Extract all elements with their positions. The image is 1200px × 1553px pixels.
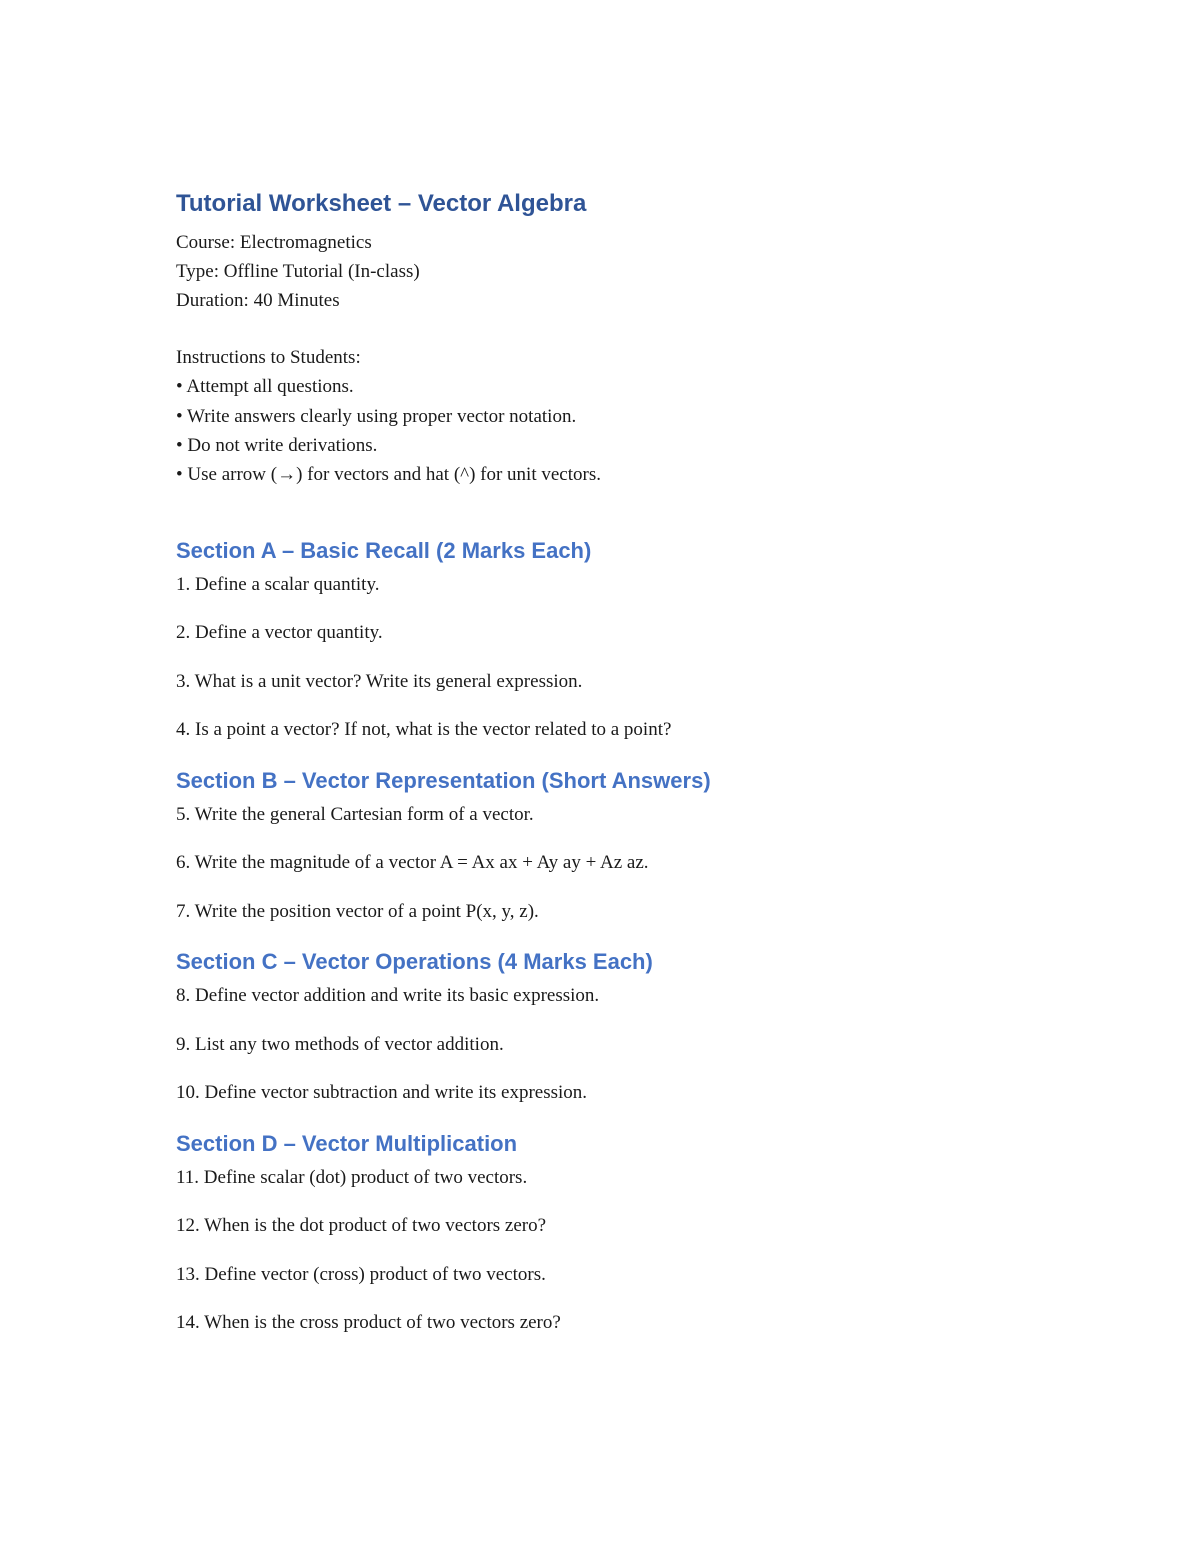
question-item: 5. Write the general Cartesian form of a vector. xyxy=(176,804,534,825)
question-item: 12. When is the dot product of two vectors zero? xyxy=(176,1215,547,1236)
instruction-item: • Write answers clearly using proper vector notation. xyxy=(176,405,577,427)
document-title: Tutorial Worksheet – Vector Algebra xyxy=(176,190,587,217)
instruction-item: • Do not write derivations. xyxy=(176,434,378,456)
question-item: 9. List any two methods of vector addition. xyxy=(176,1034,504,1055)
question-item: 6. Write the magnitude of a vector A = Ax ax + Ay ay + Az az. xyxy=(176,852,649,873)
question-item: 10. Define vector subtraction and write its expression. xyxy=(176,1082,588,1103)
question-item: 1. Define a scalar quantity. xyxy=(176,574,380,595)
question-item: 13. Define vector (cross) product of two vectors. xyxy=(176,1264,546,1285)
type-line: Type: Offline Tutorial (In-class) xyxy=(176,261,420,282)
question-item: 14. When is the cross product of two vectors zero? xyxy=(176,1312,561,1333)
course-meta xyxy=(176,228,420,315)
section-b-heading: Section B – Vector Representation (Short Answers) xyxy=(176,768,711,793)
question-item: 3. What is a unit vector? Write its general expression. xyxy=(176,671,583,692)
question-item: 8. Define vector addition and write its basic expression. xyxy=(176,985,600,1006)
course-line: Course: Electromagnetics xyxy=(176,232,372,253)
section-d-heading: Section D – Vector Multiplication xyxy=(176,1131,518,1156)
section-c-heading: Section C – Vector Operations (4 Marks Each) xyxy=(176,949,653,974)
question-item: 4. Is a point a vector? If not, what is the vector related to a point? xyxy=(176,719,672,740)
instructions-heading: Instructions to Students: xyxy=(176,347,361,368)
instructions-block xyxy=(176,343,601,489)
section-a-heading: Section A – Basic Recall (2 Marks Each) xyxy=(176,538,592,563)
question-item: 7. Write the position vector of a point P(x, y, z). xyxy=(176,901,539,922)
instruction-item: • Use arrow (→) for vectors and hat (^) for unit vectors. xyxy=(176,464,601,486)
instruction-item: • Attempt all questions. xyxy=(176,376,354,398)
duration-line: Duration: 40 Minutes xyxy=(176,290,340,311)
question-item: 11. Define scalar (dot) product of two vectors. xyxy=(176,1167,528,1188)
question-item: 2. Define a vector quantity. xyxy=(176,622,383,643)
